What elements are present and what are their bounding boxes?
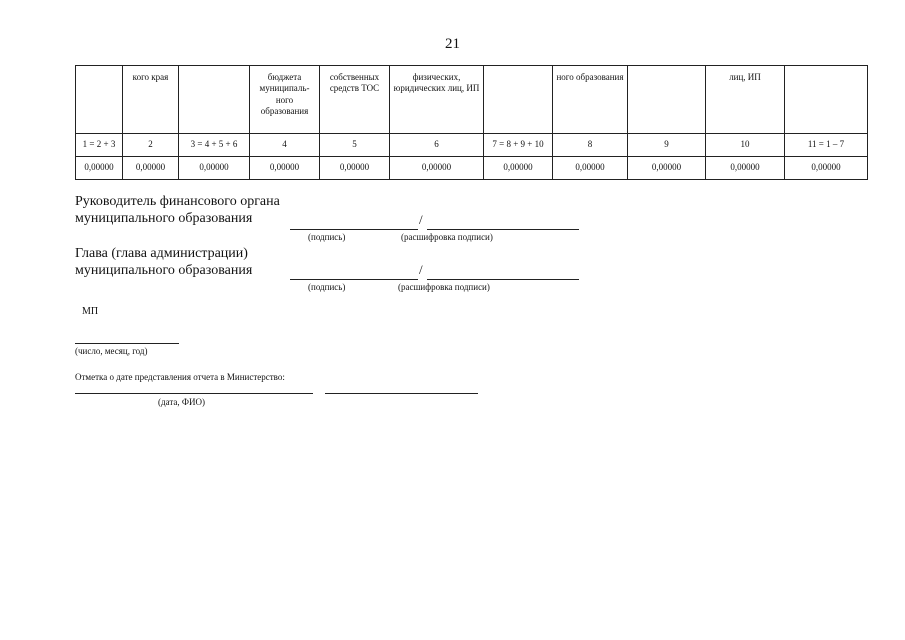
header-cell: бюджета муниципаль-ного образования xyxy=(250,66,320,134)
value-cell: 0,00000 xyxy=(553,157,628,180)
finance-slash: / xyxy=(419,212,423,227)
finance-head-line2: муниципального образования xyxy=(75,211,253,226)
value-cell: 0,00000 xyxy=(785,157,868,180)
value-cell: 0,00000 xyxy=(628,157,706,180)
value-cell: 0,00000 xyxy=(484,157,553,180)
table-values-row xyxy=(76,157,868,180)
chief-signature-line xyxy=(290,279,418,280)
table-numbering-row xyxy=(76,134,868,157)
finance-decoding-caption: (расшифровка подписи) xyxy=(401,232,493,242)
header-cell: лиц, ИП xyxy=(706,66,785,134)
chief-decoding-caption: (расшифровка подписи) xyxy=(398,282,490,292)
chief-decoding-line xyxy=(427,279,579,280)
date-caption: (число, месяц, год) xyxy=(75,346,148,356)
value-cell: 0,00000 xyxy=(76,157,123,180)
value-cell: 0,00000 xyxy=(123,157,179,180)
column-number-cell: 7 = 8 + 9 + 10 xyxy=(484,134,553,157)
table-header-row xyxy=(76,66,868,134)
finance-signature-caption: (подпись) xyxy=(308,232,346,242)
column-number-cell: 6 xyxy=(390,134,484,157)
finance-signature-line xyxy=(290,229,418,230)
stamp-label: МП xyxy=(82,306,99,317)
page-number: 21 xyxy=(445,36,460,52)
ministry-note: Отметка о дате представления отчета в Министерство: xyxy=(75,372,285,382)
column-number-cell: 8 xyxy=(553,134,628,157)
header-cell: кого края xyxy=(123,66,179,134)
value-cell: 0,00000 xyxy=(179,157,250,180)
header-cell: собственных средств ТОС xyxy=(320,66,390,134)
header-cell xyxy=(76,66,123,134)
header-cell xyxy=(785,66,868,134)
date-fio-caption: (дата, ФИО) xyxy=(158,397,205,407)
column-number-cell: 10 xyxy=(706,134,785,157)
header-cell xyxy=(628,66,706,134)
column-number-cell: 4 xyxy=(250,134,320,157)
value-cell: 0,00000 xyxy=(706,157,785,180)
chief-slash: / xyxy=(419,262,423,277)
chief-line2: муниципального образования xyxy=(75,263,253,278)
value-cell: 0,00000 xyxy=(250,157,320,180)
header-cell: ного образования xyxy=(553,66,628,134)
column-number-cell: 5 xyxy=(320,134,390,157)
chief-signature-caption: (подпись) xyxy=(308,282,346,292)
chief-title xyxy=(75,245,252,279)
value-cell: 0,00000 xyxy=(390,157,484,180)
date-line xyxy=(75,343,179,344)
report-table xyxy=(75,65,868,180)
finance-head-title xyxy=(75,193,280,227)
ministry-fio-line xyxy=(325,393,478,394)
column-number-cell: 1 = 2 + 3 xyxy=(76,134,123,157)
column-number-cell: 3 = 4 + 5 + 6 xyxy=(179,134,250,157)
column-number-cell: 2 xyxy=(123,134,179,157)
chief-line1: Глава (глава администрации) xyxy=(75,246,248,261)
header-cell: физических, юридических лиц, ИП xyxy=(390,66,484,134)
column-number-cell: 11 = 1 – 7 xyxy=(785,134,868,157)
value-cell: 0,00000 xyxy=(320,157,390,180)
finance-head-line1: Руководитель финансового органа xyxy=(75,194,280,209)
header-cell xyxy=(179,66,250,134)
column-number-cell: 9 xyxy=(628,134,706,157)
ministry-date-line xyxy=(75,393,313,394)
finance-decoding-line xyxy=(427,229,579,230)
header-cell xyxy=(484,66,553,134)
